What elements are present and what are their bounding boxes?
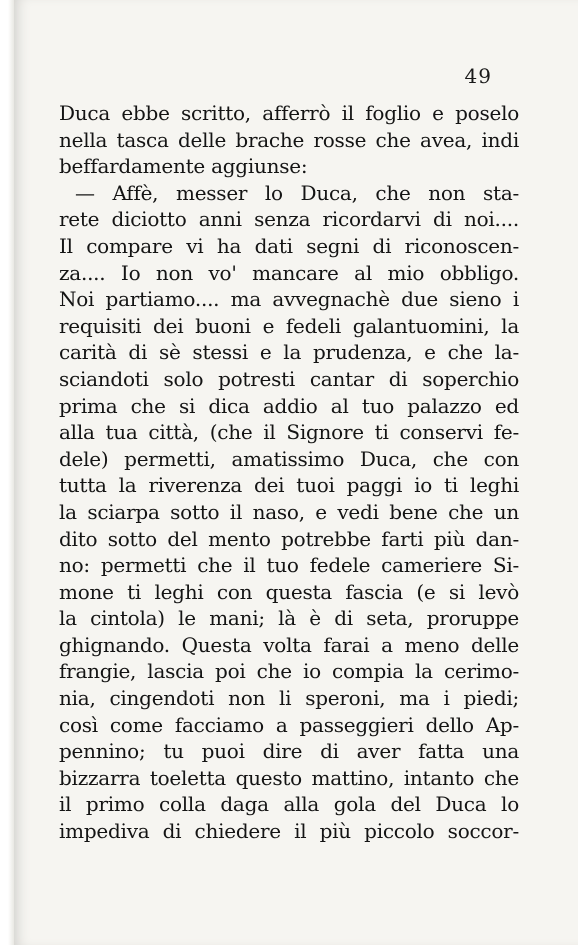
text-line: carità di sè stessi e la prudenza, e che la- (59, 340, 519, 365)
text-line: no: permetti che il tuo fedele cameriere Si- (59, 553, 519, 578)
text-line: alla tua città, (che il Signore ti conservi fe- (59, 420, 519, 445)
text-line: Duca ebbe scritto, afferrò il foglio e poselo (59, 101, 519, 125)
text-line: dele) permetti, amatissimo Duca, che con (59, 446, 519, 471)
text-line: la cintola) le mani; là è di seta, proruppe (59, 606, 519, 631)
text-line: nella tasca delle brache rosse che avea, indi (59, 127, 519, 152)
text-line: ghignando. Questa volta farai a meno delle (59, 632, 519, 657)
text-line: beffardamente aggiunse: (59, 154, 308, 179)
text-line: impediva di chiedere il più piccolo soccor- (59, 819, 519, 844)
text-line: pennino; tu puoi dire di aver fatta una (59, 739, 519, 764)
text-line: mone ti leghi con questa fascia (e si levò (59, 579, 519, 604)
text-line: tutta la riverenza dei tuoi paggi io ti leghi (59, 473, 519, 498)
body-text (59, 100, 519, 845)
text-line: nia, cingendoti non li speroni, ma i piedi; (59, 686, 519, 711)
book-page (14, 0, 578, 945)
text-line: za.... Io non vo' mancare al mio obbligo. (59, 260, 519, 285)
text-line: requisiti dei buoni e fedeli galantuomini, la (59, 313, 519, 338)
page-number: 49 (464, 64, 492, 88)
text-line: Il compare vi ha dati segni di riconoscen- (59, 233, 519, 258)
text-line: sciandoti solo potresti cantar di soperchio (59, 366, 519, 391)
text-line: la sciarpa sotto il naso, e vedi bene che un (59, 499, 519, 524)
text-line: Noi partiamo.... ma avvegnachè due sieno i (59, 287, 519, 312)
text-line: rete diciotto anni senza ricordarvi di noi.... (59, 207, 519, 232)
text-line: prima che si dica addio al tuo palazzo ed (59, 393, 519, 418)
text-line: così come facciamo a passeggieri dello Ap- (59, 712, 519, 737)
text-line: — Affè, messer lo Duca, che non sta- (75, 180, 519, 205)
text-line: bizzarra toeletta questo mattino, intanto che (59, 765, 519, 790)
text-line: il primo colla daga alla gola del Duca lo (59, 792, 519, 817)
text-line: frangie, lascia poi che io compia la cerimo- (59, 659, 519, 684)
text-line: dito sotto del mento potrebbe farti più dan- (59, 526, 519, 551)
